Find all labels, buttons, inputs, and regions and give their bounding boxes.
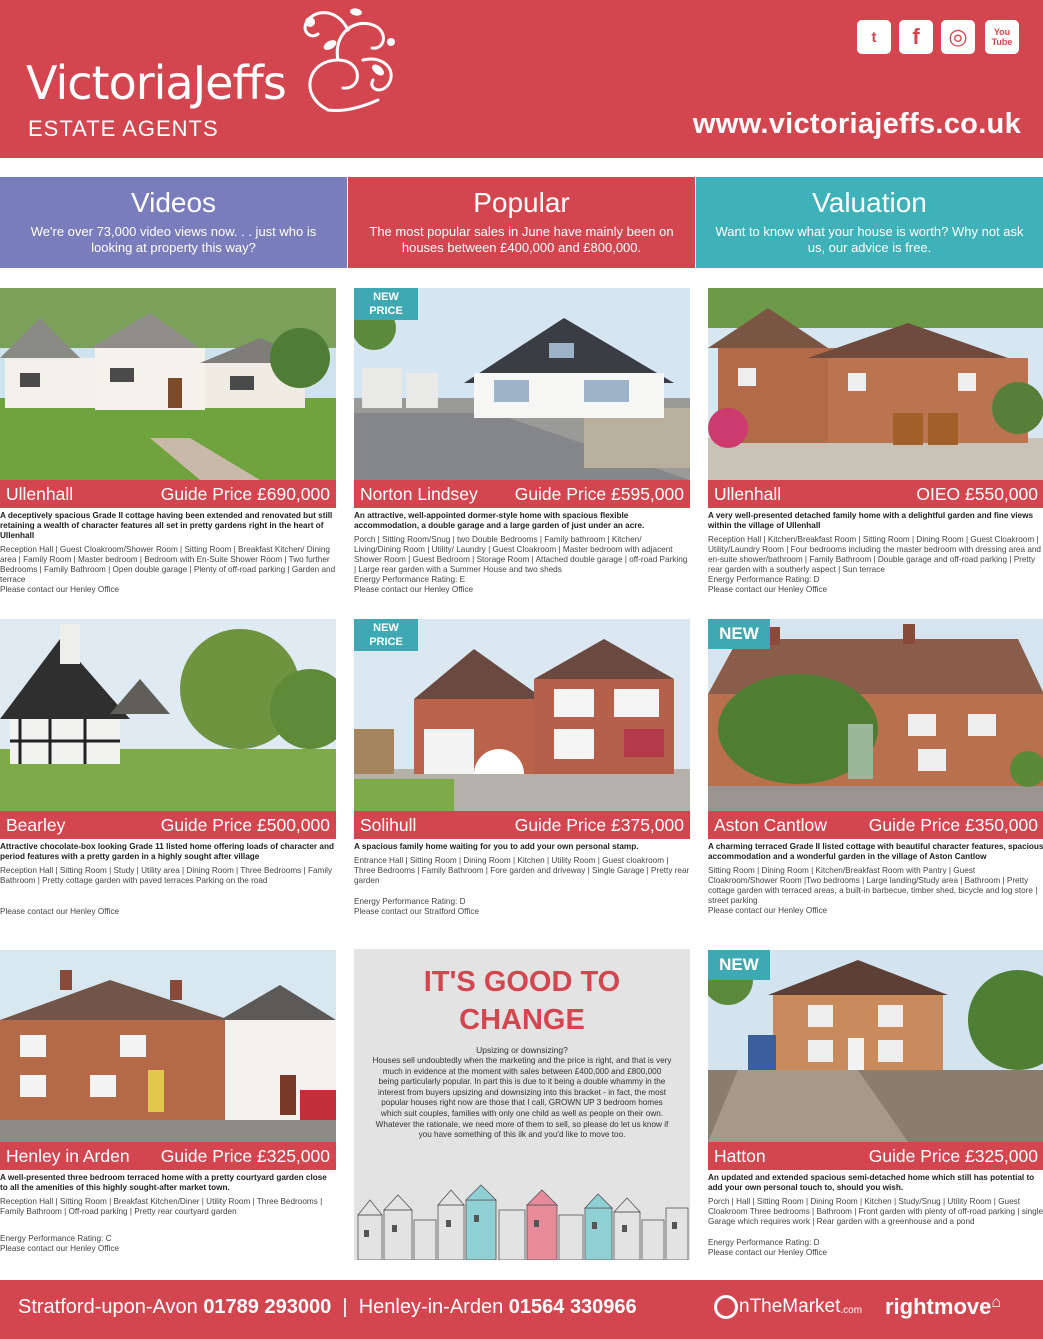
listing-description: Reception Hall | Kitchen/Breakfast Room | Sitting Room | Dining Room | Guest Cloakroom | Utility/Laundry Room | Four bedrooms including the master bedroom with dressing area and en-suite shower/bathroom | Family Bathroom | Double garage and off-road parking | Pretty rear garden with a southerly aspect | Sun terrace [708,535,1041,574]
price-bar [0,811,336,839]
valuation-panel[interactable] [696,177,1043,268]
price-bar [708,1142,1043,1170]
listing-contact: Please contact our Henley Office [708,585,828,594]
listing-headline: A deceptively spacious Grade II cottage having been extended and renovated but still retaining a wealth of character features all set in pretty gardens right in the heart of Ullenhall [0,511,333,540]
listing-headline: Attractive chocolate-box looking Grade 11 listed home offering loads of character and period features with a pretty garden in a highly sought after village [0,842,334,861]
promo-box [354,949,690,1260]
listing-epc: Energy Performance Rating: C [0,1234,112,1243]
listing-card[interactable] [708,288,1043,595]
listing-description: Porch | Sitting Room/Snug | two Double Bedrooms | Family bathroom | Kitchen/ Living/Dining Room | Utility/ Laundry | Guest Cloakroom | Master bedroom with adjacent Shower Room | Guest Bedroom | Storage Room | Attached double garage | off-road Parking | Large rear garden with a Summer House and two sheds [354,535,688,574]
listing-card[interactable] [708,950,1043,1258]
listing-card[interactable] [0,288,336,595]
youtube-icon[interactable]: You Tube [985,20,1019,54]
onthemarket-label: nTheMarket [739,1296,841,1317]
listing-card[interactable] [0,950,336,1254]
listing-epc: Energy Performance Rating: D [354,897,466,906]
property-photo[interactable] [0,288,336,480]
listing-location: Henley in Arden [6,1145,130,1166]
promo-title-line2: CHANGE [459,1004,585,1036]
separator: | [342,1296,348,1318]
listing-epc: Energy Performance Rating: E [354,575,466,584]
listing-card[interactable] [0,619,336,917]
price-bar [354,811,690,839]
website-link[interactable]: www.victoriajeffs.co.uk [692,108,1021,140]
promo-title-line1: IT'S GOOD TO [423,966,621,998]
listing-contact: Please contact our Henley Office [0,907,120,916]
popular-panel[interactable] [348,177,695,268]
decorative-swirl-icon [268,0,408,118]
listing-location: Hatton [714,1145,766,1166]
rightmove-logo[interactable] [885,1294,1001,1320]
location-pin-icon [714,1295,738,1319]
home-icon: ⌂ [991,1294,1002,1311]
property-photo[interactable] [708,288,1043,480]
listing-description: Sitting Room | Dining Room | Kitchen/Breakfast Room with Pantry | Guest Cloakroom/Shower Room |Two bedrooms | Large landing/Study area | Bathroom | Pretty cottage garden with terraced areas, a built-in barbecue, timber shed, bicycle and log store | street parking [708,866,1038,905]
new-badge: NEW [708,950,770,980]
listing-description: Entrance Hall | Sitting Room | Dining Room | Kitchen | Utility Room | Guest cloakroom | Three Bedrooms | Family Bathroom | Fore garden and driveway | Single Garage | Pretty rear garden [354,856,690,885]
panel-text: The most popular sales in June have mainly been on houses between £400,000 and £800,000. [369,224,674,255]
price-bar [0,1142,336,1170]
listing-location: Solihull [360,814,417,835]
listing-price: Guide Price £690,000 [160,483,330,504]
property-photo[interactable] [708,619,1043,811]
property-photo[interactable] [354,619,690,811]
listing-price: Guide Price £350,000 [868,814,1038,835]
twitter-icon[interactable]: t [857,20,891,54]
promo-title [354,963,690,1039]
panel-title: Valuation [812,187,927,218]
panel-title: Popular [473,187,570,218]
panel-title: Videos [130,187,217,218]
office-phone[interactable]: 01564 330966 [508,1296,637,1318]
listing-headline: A very well-presented detached family home with a delightful garden and fine views within the village of Ullenhall [708,511,1033,530]
listing-epc: Energy Performance Rating: D [708,575,820,584]
promo-question: Upsizing or downsizing? [476,1045,568,1055]
office-name: Stratford-upon-Avon [18,1296,198,1318]
listing-headline: A spacious family home waiting for you to add your own personal stamp. [354,842,639,851]
rightmove-label: rightmove [885,1294,992,1319]
listing-contact: Please contact our Stratford Office [354,907,479,916]
price-bar [0,480,336,508]
listing-card[interactable] [354,288,690,595]
onthemarket-logo[interactable] [714,1295,862,1319]
town-illustration-icon [354,1170,690,1260]
new-price-badge: NEW PRICE [354,619,418,651]
panel-text: We're over 73,000 video views now. . . just who is looking at property this way? [30,224,317,255]
listing-contact: Please contact our Henley Office [0,585,120,594]
listing-headline: An updated and extended spacious semi-detached home which still has potential to add your own personal touch to, should you wish. [708,1173,1035,1192]
listing-location: Ullenhall [6,483,74,504]
listing-contact: Please contact our Henley Office [0,1244,120,1253]
listing-location: Aston Cantlow [714,814,827,835]
office-phone[interactable]: 01789 293000 [203,1296,332,1318]
new-price-badge: NEW PRICE [354,288,418,320]
price-bar [708,480,1043,508]
brand-logo[interactable]: VictoriaJeffs [26,56,286,110]
listing-epc: Energy Performance Rating: D [708,1238,820,1247]
footer-bar [0,1280,1043,1339]
facebook-icon[interactable]: f [899,20,933,54]
brand-tagline: ESTATE AGENTS [28,116,219,141]
listing-description: Reception Hall | Sitting Room | Study | Utility area | Dining Room | Three Bedrooms | Family Bathroom | Pretty cottage garden with paved terraces Parking on the road [0,866,333,885]
onthemarket-suffix: .com [840,1304,863,1316]
office-name: Henley-in-Arden [358,1296,504,1318]
listing-description: Reception Hall | Sitting Room | Breakfast Kitchen/Diner | Utility Room | Three Bedrooms | Family Bathroom | Off-road parking | Pretty rear courtyard garden [0,1197,323,1216]
property-photo[interactable] [0,950,336,1142]
listing-price: Guide Price £375,000 [514,814,684,835]
office-contacts [18,1296,637,1319]
listing-price: Guide Price £325,000 [160,1145,330,1166]
listing-contact: Please contact our Henley Office [708,1248,828,1257]
listing-contact: Please contact our Henley Office [354,585,474,594]
listing-headline: A charming terraced Grade II listed cottage with beautiful character features, spacious accommodation and a wonderful garden in the village of Aston Cantlow [708,842,1043,861]
listing-price: Guide Price £325,000 [868,1145,1038,1166]
videos-panel[interactable] [0,177,347,268]
price-bar [354,480,690,508]
instagram-icon[interactable]: ◎ [941,20,975,54]
property-photo[interactable] [708,950,1043,1142]
listing-price: OIEO £550,000 [916,483,1038,504]
promo-body: Houses sell undoubtedly when the marketing and the price is right, and that is very much in evidence at the moment with sales between £400,000 and £800,000 being particularly popular. In part this is due to it being a double whammy in the interest from buyers upsizing and downsizing into this bracket - in fact, the most popular houses right now are those that I call, GROWN UP 3 bedroom homes which suit couples, families with only one child as well as people on their own. Whatever the rationale, we need more of them to sell, so please do let us know if you have something of this ilk and you'd like to move too. [372,1056,672,1140]
listing-location: Bearley [6,814,66,835]
listing-location: Ullenhall [714,483,782,504]
new-badge: NEW [708,619,770,649]
listing-headline: An attractive, well-appointed dormer-style home with spacious flexible accommodation, a double garage and a large garden of just under an acre. [354,511,645,530]
listing-price: Guide Price £595,000 [514,483,684,504]
listing-contact: Please contact our Henley Office [708,906,828,915]
listing-location: Norton Lindsey [360,483,478,504]
listing-price: Guide Price £500,000 [160,814,330,835]
property-photo[interactable] [354,288,690,480]
listing-description: Porch | Hall | Sitting Room | Dining Room | Kitchen | Study/Snug | Utility Room | Guest Cloakroom Three bedrooms | Bathroom | Front garden with plenty of off-road parking | single Garage which requires work | Rear garden with a greenhouse and a pond [708,1197,1043,1226]
listing-description: Reception Hall | Guest Cloakroom/Shower Room | Sitting Room | Breakfast Kitchen/ Dining area | Family Room | Master bedroom | Bedroom with En-Suite Shower Room | Two further Bedrooms | Family Bathroom | Open double garage | Plenty of off-road parking | Garden and terrace [0,545,336,584]
listing-headline: A well-presented three bedroom terraced home with a pretty courtyard garden close to all the amenities of this highly sought-after market town. [0,1173,327,1192]
price-bar [708,811,1043,839]
listing-card[interactable] [708,619,1043,916]
header-banner [0,0,1043,158]
panel-text: Want to know what your house is worth? Why not ask us, our advice is free. [715,224,1024,255]
property-photo[interactable] [0,619,336,811]
listing-card[interactable] [354,619,690,917]
